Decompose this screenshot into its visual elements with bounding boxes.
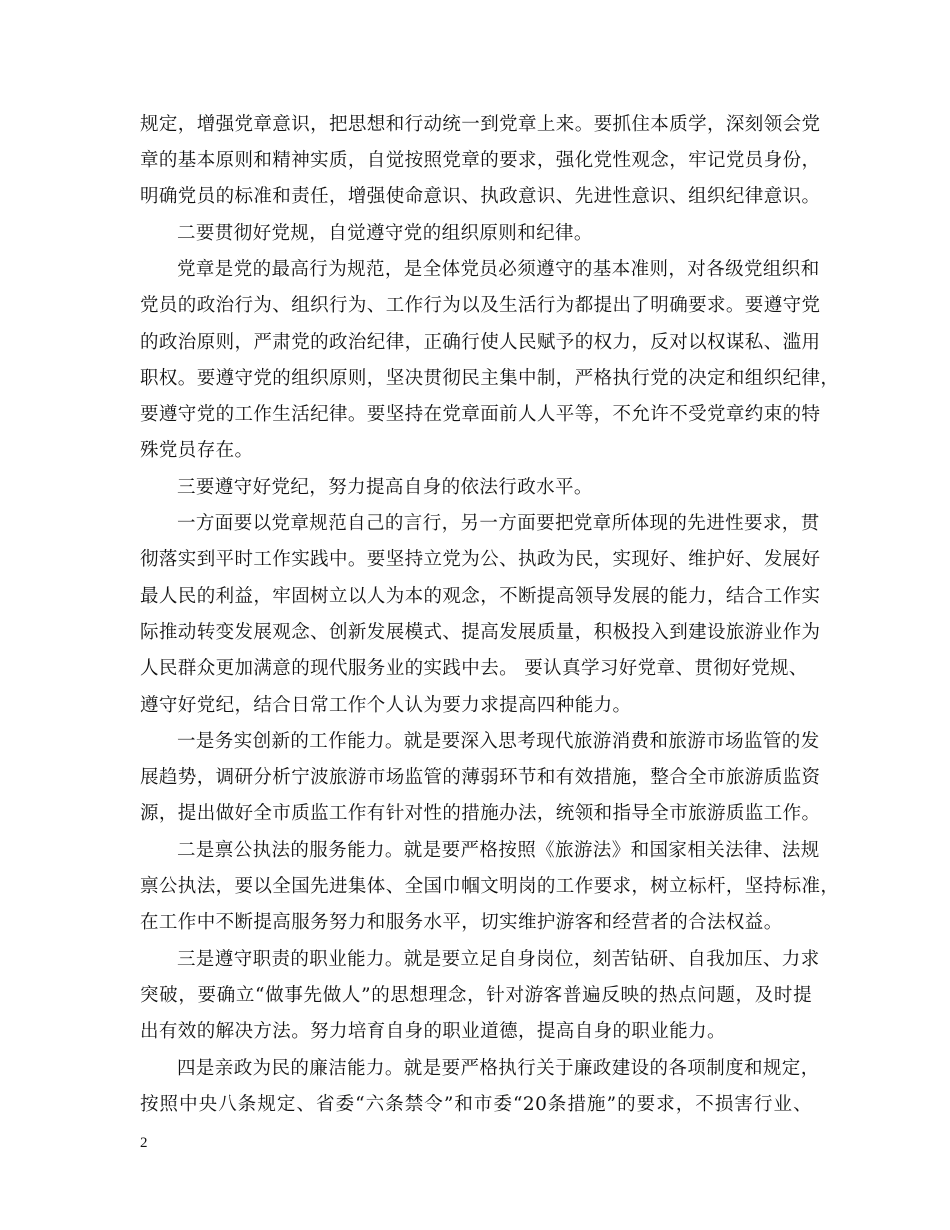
section-heading: 二要贯彻好党规，自觉遵守党的组织原则和纪律。 (177, 223, 593, 244)
text-line: 明确党员的标准和责任，增强使命意识、执政意识、先进性意识、组织纪律意识。 (140, 186, 821, 207)
text-line: 职权。要遵守党的组织原则，坚决贯彻民主集中制，严格执行党的决定和组织纪律， (140, 368, 840, 389)
section-heading: 三要遵守好党纪，努力提高自身的依法行政水平。 (177, 477, 593, 498)
text-line: 际推动转变发展观念、创新发展模式、提高发展质量，积极投入到建设旅游业作为 (140, 622, 821, 643)
text-line: 党员的政治行为、组织行为、工作行为以及生活行为都提出了明确要求。要遵守党 (140, 295, 821, 316)
text-line: 源，提出做好全市质监工作有针对性的措施办法，统领和指导全市旅游质监工作。 (140, 803, 821, 824)
text-line: 最人民的利益，牢固树立以人为本的观念，不断提高领导发展的能力，结合工作实 (140, 586, 821, 607)
page-number: 2 (140, 1135, 148, 1151)
text-line: 章的基本原则和精神实质，自觉按照党章的要求，强化党性观念，牢记党员身份， (140, 150, 821, 171)
text-line: 在工作中不断提高服务努力和服务水平，切实维护游客和经营者的合法权益。 (140, 912, 783, 933)
text-line: 二是禀公执法的服务能力。就是要严格按照《旅游法》和国家相关法律、法规 (177, 840, 820, 861)
text-line: 的政治原则，严肃党的政治纪律，正确行使人民赋予的权力，反对以权谋私、滥用 (140, 332, 821, 353)
text-line: 四是亲政为民的廉洁能力。就是要严格执行关于廉政建设的各项制度和规定， (177, 1058, 820, 1079)
text-line: 规定，增强党章意识，把思想和行动统一到党章上来。要抓住本质学，深刻领会党 (140, 114, 821, 135)
text-line: 要遵守党的工作生活纪律。要坚持在党章面前人人平等，不允许不受党章约束的特 (140, 404, 821, 425)
text-line: 一方面要以党章规范自己的言行，另一方面要把党章所体现的先进性要求，贯 (177, 513, 820, 534)
text-line: 一是务实创新的工作能力。就是要深入思考现代旅游消费和旅游市场监管的发 (177, 731, 820, 752)
text-line: 突破，要确立“做事先做人”的思想理念，针对游客普遍反映的热点问题，及时提 (140, 985, 812, 1006)
text-line: 党章是党的最高行为规范，是全体党员必须遵守的基本准则，对各级党组织和 (177, 259, 820, 280)
text-line: 展趋势，调研分析宁波旅游市场监管的薄弱环节和有效措施，整合全市旅游质监资 (140, 767, 821, 788)
text-line: 出有效的解决方法。努力培育自身的职业道德，提高自身的职业能力。 (140, 1021, 726, 1042)
text-line: 彻落实到平时工作实践中。要坚持立党为公、执政为民，实现好、维护好、发展好 (140, 549, 821, 570)
text-line: 遵守好党纪，结合日常工作个人认为要力求提高四种能力。 (140, 695, 632, 716)
text-line: 殊党员存在。 (140, 440, 254, 461)
text-line: 按照中央八条规定、省委“六条禁令”和市委“20条措施”的要求，不损害行业、 (140, 1094, 812, 1115)
text-line: 禀公执法，要以全国先进集体、全国巾帼文明岗的工作要求，树立标杆，坚持标准， (140, 876, 840, 897)
text-line: 三是遵守职责的职业能力。就是要立足自身岗位，刻苦钻研、自我加压、力求 (177, 949, 820, 970)
text-line: 人民群众更加满意的现代服务业的实践中去。 要认真学习好党章、贯彻好党规、 (140, 658, 808, 679)
